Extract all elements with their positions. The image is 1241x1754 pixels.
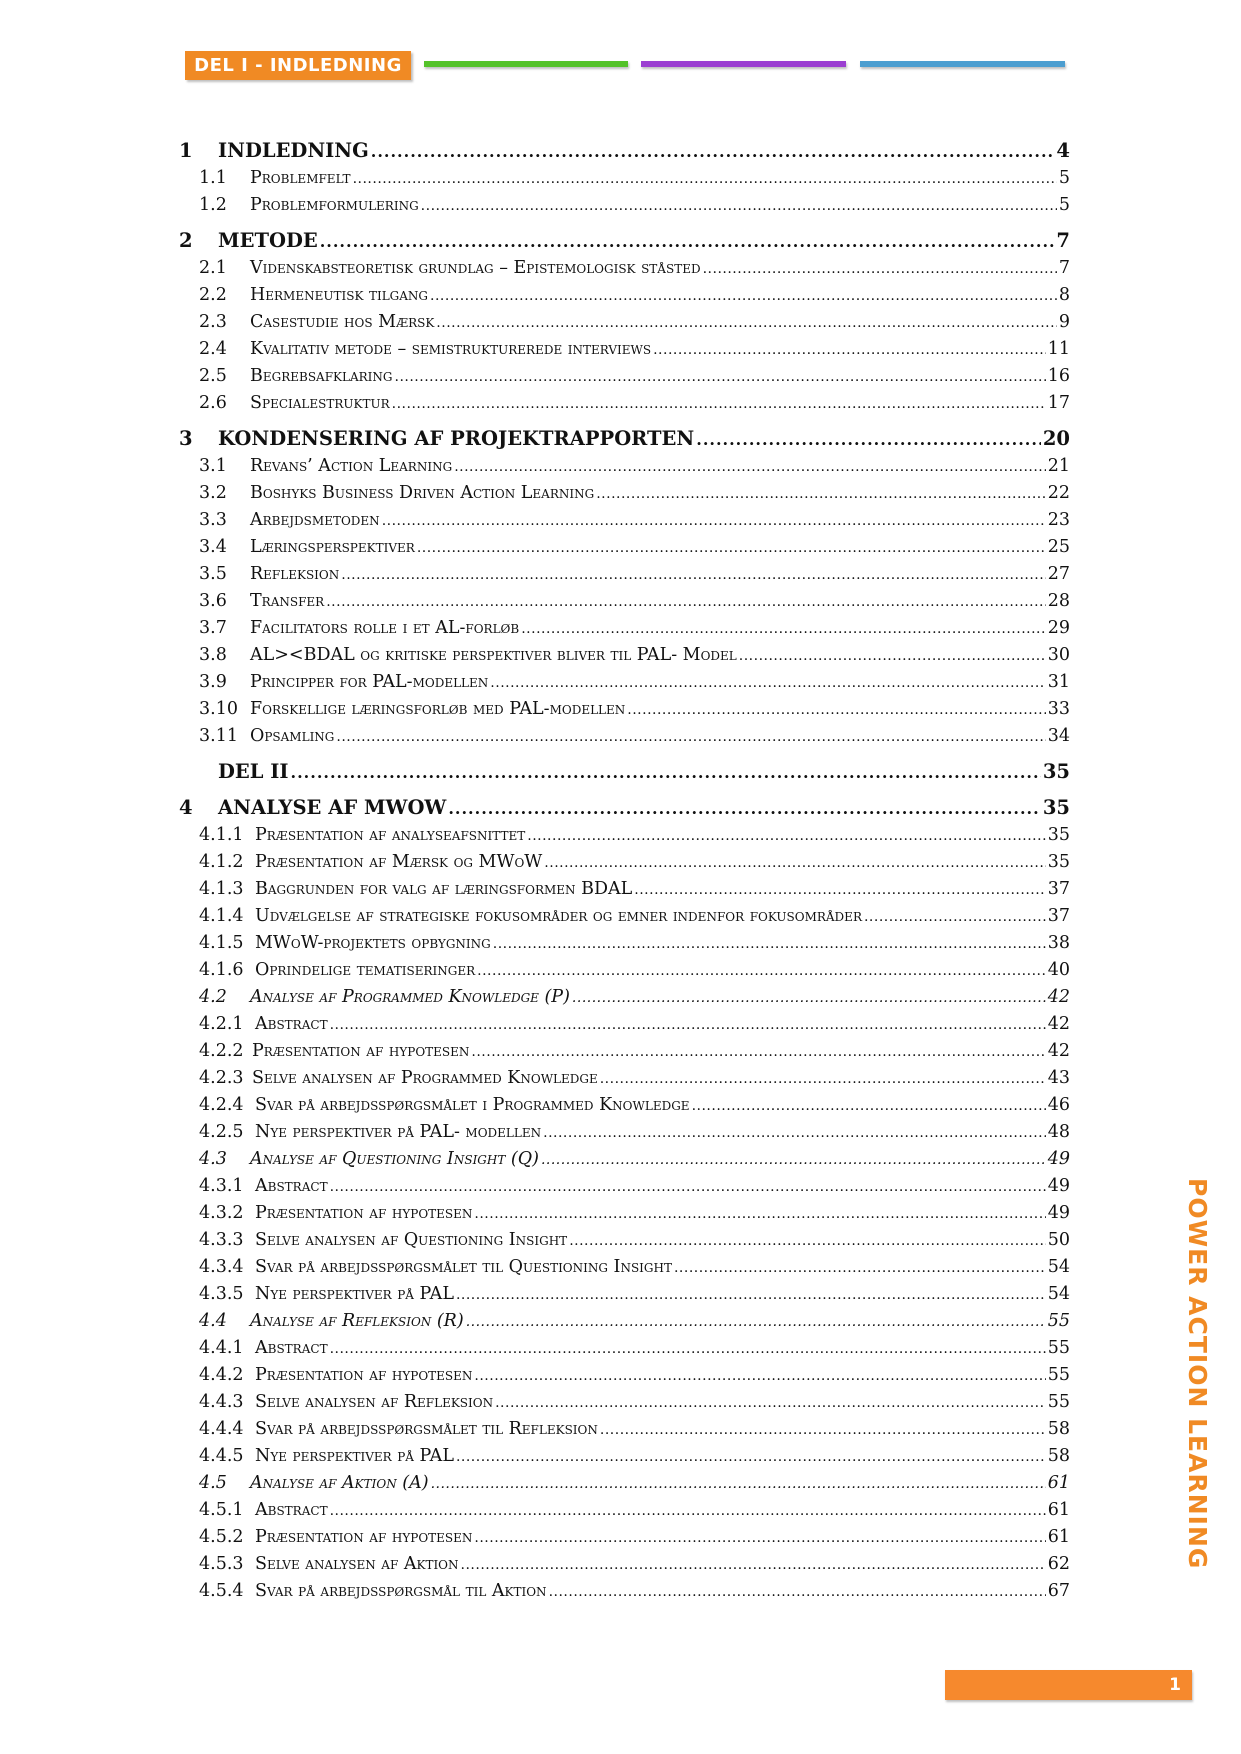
toc-entry-page: 42: [1047, 1014, 1070, 1034]
toc-entry[interactable]: [179, 588, 1070, 615]
toc-entry-title: Hermeneutisk tilgang: [250, 285, 429, 305]
toc-entry-number: 2.1: [199, 258, 227, 278]
toc-entry-number: 4.2.1: [199, 1014, 244, 1034]
toc-entry-page: 58: [1047, 1446, 1070, 1466]
toc-entry[interactable]: [179, 136, 1070, 165]
toc-entry-title: Præsentation af hypotesen: [255, 1365, 473, 1385]
toc-entry[interactable]: [179, 1335, 1070, 1362]
toc-entry[interactable]: [179, 192, 1070, 219]
toc-entry-title: Oprindelige tematiseringer: [255, 960, 476, 980]
toc-entry[interactable]: [179, 336, 1070, 363]
header-bar-blue: [860, 61, 1065, 67]
toc-dot-leader: [600, 1417, 1046, 1443]
toc-entry[interactable]: [179, 309, 1070, 336]
toc-entry-title: Selve analysen af Programmed Knowledge: [252, 1068, 598, 1088]
toc-entry-page: 55: [1047, 1338, 1070, 1358]
toc-dot-leader: [739, 643, 1046, 669]
toc-entry-page: 49: [1047, 1149, 1070, 1169]
toc-entry-title: Præsentation af Mærsk og MWoW: [255, 852, 543, 872]
toc-dot-leader: [477, 958, 1046, 984]
toc-entry-page: 42: [1047, 1041, 1070, 1061]
toc-entry-page: 40: [1047, 960, 1070, 980]
toc-entry-title: Analyse af Programmed Knowledge (P): [250, 987, 570, 1007]
toc-entry-number: 4.4.4: [199, 1419, 244, 1439]
toc-entry[interactable]: [179, 1551, 1070, 1578]
toc-entry-number: 4.4.3: [199, 1392, 244, 1412]
toc-entry[interactable]: [179, 1524, 1070, 1551]
toc-dot-leader: [596, 481, 1046, 507]
toc-entry[interactable]: [179, 561, 1070, 588]
toc-entry-number: 2: [179, 229, 193, 252]
toc-entry[interactable]: [179, 615, 1070, 642]
toc-dot-leader: [495, 1390, 1046, 1416]
toc-entry-page: 42: [1047, 987, 1070, 1007]
toc-entry-title: Arbejdsmetoden: [250, 510, 380, 530]
toc-dot-leader: [336, 724, 1045, 750]
toc-entry-title: Facilitators rolle i et AL-forløb: [250, 618, 520, 638]
toc-entry-title: Problemfelt: [250, 168, 351, 188]
toc-entry-title: Præsentation af hypotesen: [252, 1041, 470, 1061]
section-tab: [185, 51, 411, 80]
section-tab-label: DEL I - INDLEDNING: [194, 55, 402, 76]
toc-entry-page: 21: [1047, 456, 1070, 476]
toc-entry-page: 7: [1056, 229, 1070, 252]
toc-entry[interactable]: [179, 793, 1070, 822]
toc-entry-title: Selve analysen af Aktion: [255, 1554, 459, 1574]
toc-dot-leader: [326, 589, 1046, 615]
toc-entry[interactable]: [179, 903, 1070, 930]
toc-entry-page: 38: [1047, 933, 1070, 953]
toc-entry[interactable]: [179, 165, 1070, 192]
toc-entry-title: Begrebsafklaring: [250, 366, 393, 386]
toc-dot-leader: [474, 1201, 1045, 1227]
toc-entry[interactable]: [179, 424, 1070, 453]
toc-entry-title: Opsamling: [250, 726, 335, 746]
toc-entry-title: Præsentation af hypotesen: [255, 1527, 473, 1547]
toc-entry-title: Læringsperspektiver: [250, 537, 415, 557]
toc-entry-title: Casestudie hos Mærsk: [250, 312, 435, 332]
toc-entry-title: Abstract: [255, 1176, 328, 1196]
toc-entry-title: Principper for PAL-modellen: [250, 672, 489, 692]
toc-entry[interactable]: [179, 1308, 1070, 1335]
toc-entry[interactable]: [179, 957, 1070, 984]
toc-dot-leader: [569, 1228, 1046, 1254]
toc-entry[interactable]: [179, 1092, 1070, 1119]
toc-entry-number: 4.1.3: [199, 879, 244, 899]
toc-entry[interactable]: [179, 1389, 1070, 1416]
toc-dot-leader: [371, 137, 1055, 165]
toc-entry-title: Abstract: [255, 1014, 328, 1034]
toc-entry-page: 35: [1047, 852, 1070, 872]
toc-entry-page: 28: [1047, 591, 1070, 611]
toc-entry-page: 5: [1058, 168, 1070, 188]
toc-entry-page: 61: [1047, 1527, 1070, 1547]
toc-entry-number: 1: [179, 139, 193, 162]
toc-entry[interactable]: [179, 1281, 1070, 1308]
toc-dot-leader: [543, 1120, 1046, 1146]
toc-entry-title: Analyse af Questioning Insight (Q): [250, 1149, 539, 1169]
toc-dot-leader: [431, 1471, 1046, 1497]
toc-entry[interactable]: [179, 1200, 1070, 1227]
toc-entry[interactable]: [179, 453, 1070, 480]
toc-entry[interactable]: [179, 480, 1070, 507]
toc-entry-title: Specialestruktur: [250, 393, 390, 413]
toc-entry[interactable]: [179, 696, 1070, 723]
toc-entry-number: 3.5: [199, 564, 227, 584]
toc-entry-number: 3.11: [199, 726, 238, 746]
toc-entry-number: 1.2: [199, 195, 227, 215]
toc-entry[interactable]: [179, 1119, 1070, 1146]
toc-entry-number: 4: [179, 796, 193, 819]
toc-dot-leader: [330, 1498, 1046, 1524]
toc-entry-number: 4.3.2: [199, 1203, 244, 1223]
toc-entry-number: 4.3.3: [199, 1230, 244, 1250]
toc-entry-number: 3.7: [199, 618, 227, 638]
toc-dot-leader: [330, 1336, 1046, 1362]
toc-entry-title: AL><BDAL og kritiske perspektiver bliver til PAL- Model: [250, 645, 737, 665]
toc-entry[interactable]: [179, 1146, 1070, 1173]
toc-entry-title: Svar på arbejdsspørgsmålet i Programmed Knowledge: [255, 1095, 690, 1115]
toc-dot-leader: [382, 508, 1046, 534]
toc-entry-title: INDLEDNING: [218, 139, 369, 162]
toc-entry-number: 3.8: [199, 645, 227, 665]
toc-entry-number: 4.2.4: [199, 1095, 244, 1115]
toc-dot-leader: [456, 1444, 1046, 1470]
toc-entry-page: 54: [1047, 1257, 1070, 1277]
toc-entry-number: 4.5.1: [199, 1500, 244, 1520]
toc-entry[interactable]: [179, 255, 1070, 282]
toc-entry-page: 35: [1047, 825, 1070, 845]
toc-dot-leader: [392, 391, 1046, 417]
toc-entry[interactable]: [179, 282, 1070, 309]
toc-entry[interactable]: [179, 642, 1070, 669]
toc-entry-title: Præsentation af analyseafsnittet: [255, 825, 526, 845]
toc-entry-title: Baggrunden for valg af læringsformen BDAL: [255, 879, 633, 899]
toc-entry-number: 4.4.5: [199, 1446, 244, 1466]
toc-entry-title: Nye perspektiver på PAL: [255, 1446, 454, 1466]
toc-entry-title: DEL II: [218, 760, 289, 783]
toc-dot-leader: [692, 1093, 1046, 1119]
toc-dot-leader: [448, 794, 1041, 822]
toc-entry-page: 37: [1047, 879, 1070, 899]
toc-entry-title: MWoW-projektets opbygning: [255, 933, 491, 953]
toc-entry[interactable]: [179, 363, 1070, 390]
toc-entry-number: 4.5.4: [199, 1581, 244, 1601]
toc-dot-leader: [490, 670, 1045, 696]
toc-dot-leader: [696, 425, 1041, 453]
toc-entry[interactable]: [179, 822, 1070, 849]
toc-entry-page: 23: [1047, 510, 1070, 530]
toc-dot-leader: [703, 256, 1057, 282]
toc-dot-leader: [544, 850, 1045, 876]
toc-entry[interactable]: [179, 507, 1070, 534]
toc-entry-number: 4.2: [199, 987, 227, 1007]
toc-entry-number: 3.4: [199, 537, 227, 557]
toc-entry[interactable]: [179, 1038, 1070, 1065]
toc-entry-number: 3.3: [199, 510, 227, 530]
toc-entry[interactable]: [179, 1497, 1070, 1524]
toc-entry-page: 58: [1047, 1419, 1070, 1439]
toc-dot-leader: [395, 364, 1046, 390]
toc-entry-number: 3.6: [199, 591, 227, 611]
toc-entry-page: 61: [1047, 1473, 1070, 1493]
toc-entry-title: Problemformulering: [250, 195, 419, 215]
toc-dot-leader: [627, 697, 1045, 723]
toc-entry-title: Forskellige læringsforløb med PAL-modellen: [250, 699, 626, 719]
toc-entry-number: 4.4.2: [199, 1365, 244, 1385]
toc-entry-number: 3: [179, 427, 193, 450]
toc-entry-page: 62: [1047, 1554, 1070, 1574]
toc-entry-number: 2.2: [199, 285, 227, 305]
toc-entry-title: Kvalitativ metode – semistrukturerede interviews: [250, 339, 652, 359]
toc-entry-title: Videnskabsteoretisk grundlag – Epistemologisk ståsted: [250, 258, 701, 278]
toc-entry[interactable]: [179, 984, 1070, 1011]
toc-entry-number: 4.4.1: [199, 1338, 244, 1358]
toc-entry-page: 11: [1047, 339, 1070, 359]
toc-entry[interactable]: [179, 1011, 1070, 1038]
toc-entry[interactable]: [179, 1227, 1070, 1254]
toc-entry-page: 30: [1047, 645, 1070, 665]
toc-entry-page: 34: [1047, 726, 1070, 746]
toc-entry[interactable]: [179, 876, 1070, 903]
toc-entry-title: Nye perspektiver på PAL- modellen: [255, 1122, 542, 1142]
toc-entry-page: 22: [1047, 483, 1070, 503]
toc-entry-title: Selve analysen af Questioning Insight: [255, 1230, 568, 1250]
toc-dot-leader: [549, 1579, 1046, 1605]
toc-entry[interactable]: [179, 1443, 1070, 1470]
toc-entry-title: Revans’ Action Learning: [250, 456, 453, 476]
toc-entry-title: Nye perspektiver på PAL: [255, 1284, 454, 1304]
toc-entry-title: Præsentation af hypotesen: [255, 1203, 473, 1223]
toc-entry-page: 49: [1047, 1176, 1070, 1196]
toc-entry-title: Analyse af Refleksion (R): [250, 1311, 464, 1331]
toc-entry-title: Svar på arbejdsspørgsmålet til Refleksion: [255, 1419, 598, 1439]
toc-entry-title: Abstract: [255, 1338, 328, 1358]
toc-entry-page: 55: [1047, 1311, 1070, 1331]
toc-dot-leader: [341, 562, 1045, 588]
header-bar-green: [424, 61, 628, 67]
toc-entry-page: 67: [1047, 1581, 1070, 1601]
toc-entry-page: 35: [1042, 760, 1070, 783]
toc-entry-number: 4.5.3: [199, 1554, 244, 1574]
toc-dot-leader: [461, 1552, 1046, 1578]
toc-dot-leader: [291, 758, 1041, 786]
toc-entry-number: 2.5: [199, 366, 227, 386]
toc-dot-leader: [474, 1525, 1045, 1551]
toc-entry-page: 7: [1058, 258, 1070, 278]
toc-dot-leader: [320, 227, 1055, 255]
toc-dot-leader: [572, 985, 1046, 1011]
toc-entry[interactable]: [179, 930, 1070, 957]
toc-dot-leader: [674, 1255, 1046, 1281]
toc-entry-page: 20: [1042, 427, 1070, 450]
toc-entry-title: Udvælgelse af strategiske fokusområder og emner indenfor fokusområder: [255, 906, 862, 926]
toc-dot-leader: [421, 193, 1057, 219]
toc-dot-leader: [454, 454, 1046, 480]
toc-entry-number: 4.1.5: [199, 933, 244, 953]
toc-entry-page: 9: [1058, 312, 1070, 332]
toc-dot-leader: [474, 1363, 1045, 1389]
toc-entry-number: 3.10: [199, 699, 238, 719]
toc-entry-page: 8: [1058, 285, 1070, 305]
toc-entry-number: 4.5: [199, 1473, 227, 1493]
toc-entry-page: 49: [1047, 1203, 1070, 1223]
toc-dot-leader: [330, 1174, 1046, 1200]
toc-entry-number: 4.1.4: [199, 906, 244, 926]
toc-dot-leader: [330, 1012, 1046, 1038]
toc-dot-leader: [456, 1282, 1046, 1308]
toc-dot-leader: [521, 616, 1046, 642]
toc-entry-number: 3.1: [199, 456, 227, 476]
toc-entry-number: 4.3.4: [199, 1257, 244, 1277]
toc-entry[interactable]: [179, 534, 1070, 561]
toc-dot-leader: [634, 877, 1045, 903]
toc-entry[interactable]: [179, 1416, 1070, 1443]
toc-entry[interactable]: [179, 390, 1070, 417]
header-bar-purple: [641, 61, 846, 67]
toc-entry-page: 25: [1047, 537, 1070, 557]
toc-entry-title: ANALYSE AF MWOW: [218, 796, 447, 819]
toc-entry-number: 2.6: [199, 393, 227, 413]
toc-entry-page: 43: [1047, 1068, 1070, 1088]
toc-dot-leader: [353, 166, 1057, 192]
toc-entry-number: 2.3: [199, 312, 227, 332]
toc-entry-page: 27: [1047, 564, 1070, 584]
toc-entry-number: 4.5.2: [199, 1527, 244, 1547]
toc-dot-leader: [436, 310, 1057, 336]
page-number: 1: [1169, 1675, 1181, 1695]
toc-dot-leader: [600, 1066, 1046, 1092]
toc-entry-title: Svar på arbejdsspørgsmål til Aktion: [255, 1581, 547, 1601]
toc-entry-title: Analyse af Aktion (A): [250, 1473, 429, 1493]
toc-dot-leader: [541, 1147, 1046, 1173]
toc-dot-leader: [527, 823, 1045, 849]
toc-entry-number: 4.1.1: [199, 825, 244, 845]
toc-entry-title: Refleksion: [250, 564, 340, 584]
toc-dot-leader: [466, 1309, 1046, 1335]
toc-entry[interactable]: [179, 669, 1070, 696]
toc-entry-page: 48: [1047, 1122, 1070, 1142]
toc-entry-number: 3.9: [199, 672, 227, 692]
toc-entry-title: Transfer: [250, 591, 325, 611]
toc-entry-title: Boshyks Business Driven Action Learning: [250, 483, 595, 503]
toc-entry-page: 17: [1047, 393, 1070, 413]
toc-entry-number: 4.2.5: [199, 1122, 244, 1142]
toc-entry[interactable]: [179, 1065, 1070, 1092]
toc-dot-leader: [653, 337, 1046, 363]
toc-entry-number: 4.2.2: [199, 1041, 244, 1061]
toc-entry-number: 1.1: [199, 168, 227, 188]
toc-entry-number: 4.1.6: [199, 960, 244, 980]
toc-dot-leader: [864, 904, 1046, 930]
toc-entry-page: 29: [1047, 618, 1070, 638]
toc-entry-number: 4.1.2: [199, 852, 244, 872]
toc-dot-leader: [493, 931, 1046, 957]
toc-entry-page: 46: [1047, 1095, 1070, 1115]
toc-entry-number: 4.3.5: [199, 1284, 244, 1304]
table-of-contents: [179, 136, 1070, 1605]
toc-entry-page: 37: [1047, 906, 1070, 926]
toc-entry-number: 4.3: [199, 1149, 227, 1169]
toc-entry[interactable]: [179, 226, 1070, 255]
toc-entry-page: 55: [1047, 1365, 1070, 1385]
toc-entry-title: KONDENSERING AF PROJEKTRAPPORTEN: [218, 427, 695, 450]
page-number-box: [945, 1670, 1192, 1700]
toc-entry-page: 4: [1056, 139, 1070, 162]
toc-entry-page: 55: [1047, 1392, 1070, 1412]
toc-entry[interactable]: [179, 757, 1070, 786]
toc-dot-leader: [430, 283, 1057, 309]
toc-entry-page: 33: [1047, 699, 1070, 719]
toc-entry-page: 31: [1047, 672, 1070, 692]
toc-entry[interactable]: [179, 849, 1070, 876]
toc-entry-number: 3.2: [199, 483, 227, 503]
toc-entry-page: 54: [1047, 1284, 1070, 1304]
toc-entry-number: 2.4: [199, 339, 227, 359]
toc-entry[interactable]: [179, 723, 1070, 750]
toc-entry-page: 35: [1042, 796, 1070, 819]
toc-entry[interactable]: [179, 1362, 1070, 1389]
toc-entry[interactable]: [179, 1470, 1070, 1497]
toc-entry-number: 4.3.1: [199, 1176, 244, 1196]
toc-entry-title: Svar på arbejdsspørgsmålet til Questioning Insight: [255, 1257, 672, 1277]
toc-entry-page: 16: [1047, 366, 1070, 386]
toc-entry-page: 5: [1058, 195, 1070, 215]
toc-entry-page: 61: [1047, 1500, 1070, 1520]
toc-entry-number: 4.2.3: [199, 1068, 244, 1088]
toc-entry[interactable]: [179, 1254, 1070, 1281]
toc-entry-title: Abstract: [255, 1500, 328, 1520]
toc-entry[interactable]: [179, 1578, 1070, 1605]
toc-entry[interactable]: [179, 1173, 1070, 1200]
toc-entry-number: 4.4: [199, 1311, 227, 1331]
toc-entry-title: Selve analysen af Refleksion: [255, 1392, 494, 1412]
toc-dot-leader: [471, 1039, 1045, 1065]
toc-entry-page: 50: [1047, 1230, 1070, 1250]
toc-entry-title: METODE: [218, 229, 318, 252]
toc-dot-leader: [417, 535, 1046, 561]
side-title: POWER ACTION LEARNING: [1183, 1178, 1212, 1570]
